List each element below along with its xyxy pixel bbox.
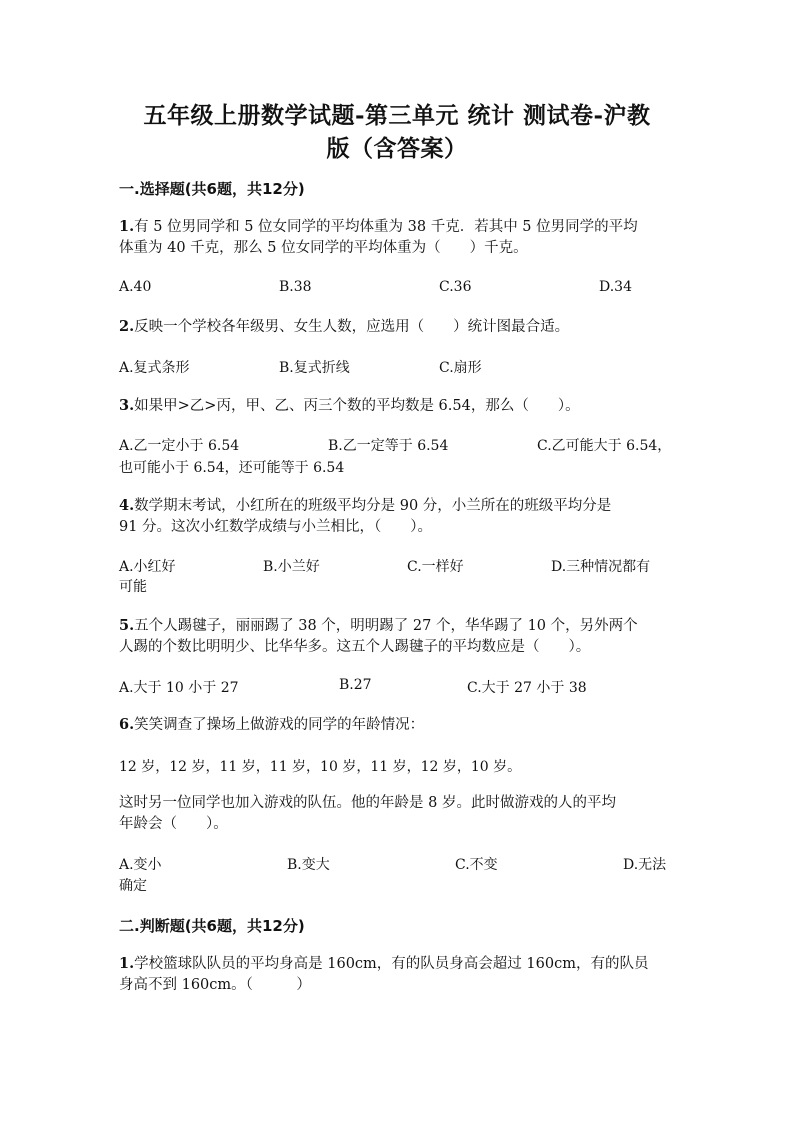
- question-text: 笑笑调查了操场上做游戏的同学的年龄情况：: [134, 717, 425, 733]
- question-5-options: [119, 677, 689, 699]
- option-b[interactable]: B.复式折线: [279, 360, 350, 376]
- question-6-options: [119, 854, 689, 876]
- option-a[interactable]: A.40: [119, 279, 152, 295]
- option-continuation: 也可能小于 6.54，还可能等于 6.54: [119, 460, 345, 476]
- page-title-line2: 版（含答案）: [326, 135, 468, 162]
- option-continuation: 确定: [119, 878, 147, 894]
- question-4-options: [119, 556, 689, 578]
- option-b[interactable]: B.小兰好: [263, 559, 320, 575]
- question-text: 反映一个学校各年级男、女生人数，应选用（ ）统计图最合适。: [134, 319, 570, 335]
- option-b[interactable]: B.变大: [287, 857, 330, 873]
- option-c[interactable]: C.扇形: [439, 360, 482, 376]
- page-title-line1: 五年级上册数学试题-第三单元 统计 测试卷-沪教: [143, 102, 651, 129]
- question-6-continued: [119, 793, 679, 835]
- question-number: 4.: [119, 497, 135, 514]
- question-text: 数学期末考试，小红所在的班级平均分是 90 分，小兰所在的班级平均分是: [134, 498, 612, 514]
- question-text: 如果甲>乙>丙，甲、乙、丙三个数的平均数是 6.54，那么（ ）。: [134, 398, 580, 414]
- question-text: 这时另一位同学也加入游戏的队伍。他的年龄是 8 岁。此时做游戏的人的平均: [119, 795, 616, 811]
- option-a[interactable]: A.复式条形: [119, 360, 190, 376]
- question-3-options: [119, 435, 689, 457]
- question-text: 身高不到 160cm。（ ）: [119, 977, 311, 993]
- question-3: [119, 395, 679, 417]
- option-c[interactable]: C.36: [439, 279, 472, 295]
- question-1: [119, 216, 679, 259]
- option-c[interactable]: C.不变: [455, 857, 498, 873]
- question-2: [119, 316, 679, 338]
- section-heading-judgement: 二.判断题(共6题，共12分): [119, 917, 305, 935]
- question-text: 人踢的个数比明明少、比华华多。这五个人踢毽子的平均数应是（ ）。: [119, 639, 591, 655]
- option-d[interactable]: D.三种情况都有: [551, 559, 651, 575]
- option-b[interactable]: B.乙一定等于 6.54: [328, 438, 449, 454]
- question-text: 体重为 40 千克，那么 5 位女同学的平均体重为（ ）千克。: [119, 240, 528, 256]
- option-b[interactable]: B.38: [279, 279, 312, 295]
- question-number: 1.: [119, 218, 135, 235]
- option-c[interactable]: C.一样好: [407, 559, 464, 575]
- section-heading-choice: 一.选择题(共6题，共12分): [119, 180, 305, 198]
- option-a[interactable]: A.大于 10 小于 27: [119, 680, 239, 696]
- option-a[interactable]: A.乙一定小于 6.54: [119, 438, 240, 454]
- question-text: 五个人踢毽子，丽丽踢了 38 个，明明踢了 27 个，华华踢了 10 个，另外两个: [134, 618, 638, 634]
- option-c[interactable]: C.大于 27 小于 38: [467, 680, 587, 696]
- question-text: 年龄会（ ）。: [119, 816, 228, 832]
- question-number: 1.: [119, 955, 135, 972]
- ages-list: 12 岁，12 岁，11 岁，11 岁，10 岁，11 岁，12 岁，10 岁。: [119, 759, 522, 775]
- question-6: [119, 714, 679, 736]
- option-c[interactable]: C.乙可能大于 6.54，: [537, 438, 672, 454]
- question-2-options: [119, 357, 689, 379]
- question-number: 3.: [119, 397, 135, 414]
- option-continuation: 可能: [119, 579, 147, 595]
- question-4: [119, 495, 679, 538]
- question-text: 有 5 位男同学和 5 位女同学的平均体重为 38 千克．若其中 5 位男同学的平均: [134, 219, 638, 235]
- question-number: 6.: [119, 716, 135, 733]
- question-text: 91 分。这次小红数学成绩与小兰相比，（ ）。: [119, 519, 433, 535]
- option-d[interactable]: D.34: [599, 279, 632, 295]
- option-a[interactable]: A.小红好: [119, 559, 176, 575]
- option-d[interactable]: D.无法: [623, 857, 667, 873]
- option-b[interactable]: B.27: [339, 677, 372, 693]
- question-number: 2.: [119, 318, 135, 335]
- judgement-1: [119, 953, 679, 996]
- option-a[interactable]: A.变小: [119, 857, 162, 873]
- question-text: 学校篮球队队员的平均身高是 160cm，有的队员身高会超过 160cm，有的队员: [134, 956, 649, 972]
- question-number: 5.: [119, 617, 135, 634]
- question-1-options: [119, 279, 689, 301]
- question-5: [119, 615, 679, 658]
